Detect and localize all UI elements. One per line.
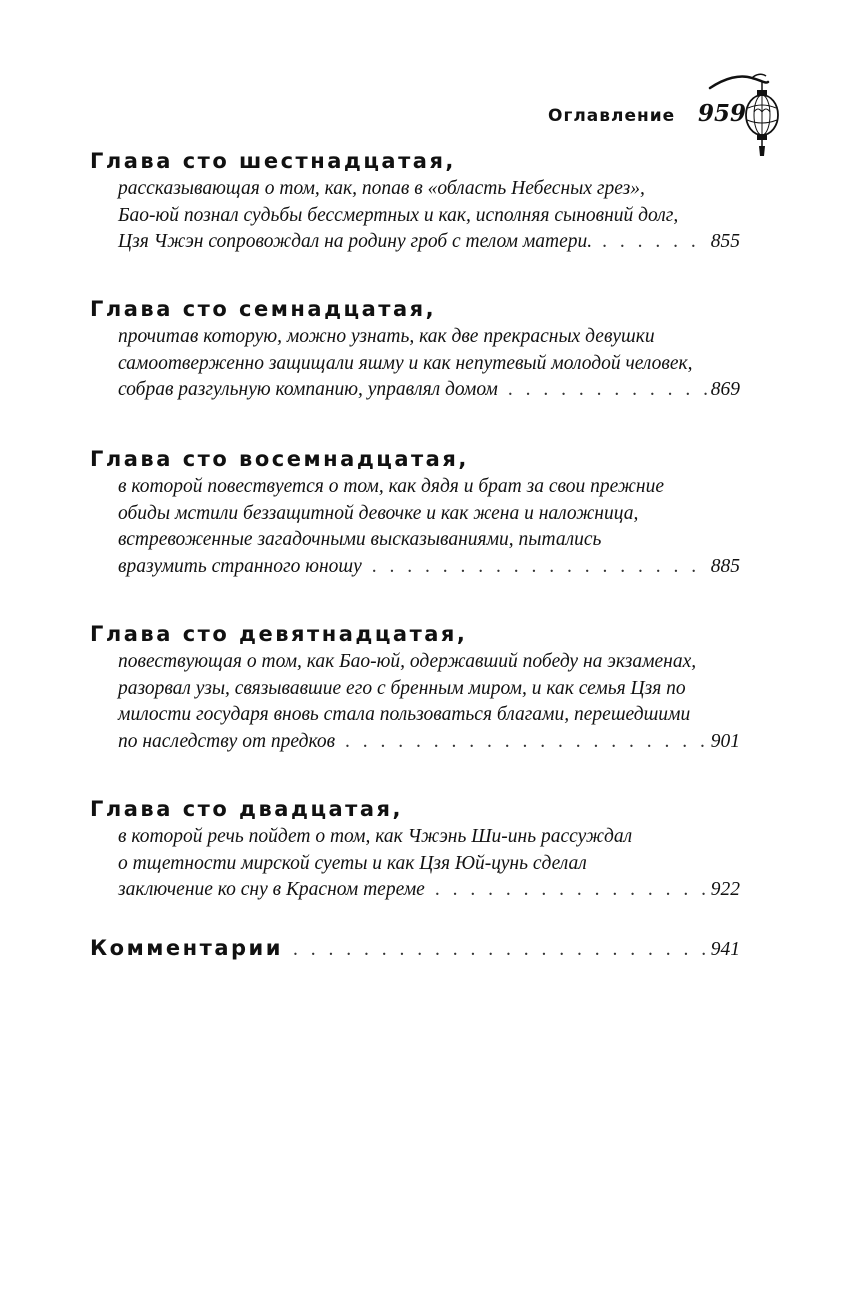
running-header-title: Оглавление — [548, 106, 676, 126]
comments-page-number[interactable]: 941 — [710, 939, 740, 960]
toc-entry-comments[interactable] — [90, 933, 740, 963]
entry-description-line: о тщетности мирской суеты и как Цзя Юй-цунь сделал — [118, 852, 587, 874]
toc-entry[interactable] — [90, 619, 740, 755]
dot-leader — [345, 729, 707, 756]
dot-leader — [602, 229, 707, 256]
toc-entry[interactable] — [90, 294, 740, 404]
entry-description-line: повествующая о том, как Бао-юй, одержавший победу на экзаменах, — [118, 651, 697, 672]
toc-entry[interactable] — [90, 146, 740, 256]
dot-leader — [293, 939, 707, 961]
entry-description-line: заключение ко сну в Красном тереме — [118, 879, 425, 900]
entry-last-line — [118, 229, 740, 256]
entry-description-line: Цзя Чжэн сопровождал на родину гроб с телом матери. — [118, 231, 593, 252]
page-number: 959 — [698, 100, 747, 127]
entry-page-number[interactable]: 855 — [710, 231, 740, 252]
entry-page-number[interactable]: 869 — [710, 379, 740, 400]
entry-description-line: Бао-юй познал судьбы бессмертных и как, исполняя сыновний долг, — [118, 204, 679, 226]
chapter-title: Глава сто двадцатая, — [90, 797, 403, 821]
toc-entry[interactable] — [90, 794, 740, 904]
entry-description-line: прочитав которую, можно узнать, как две прекрасных девушки — [118, 326, 655, 347]
entry-description-line: встревоженные загадочными высказываниями, пытались — [118, 529, 602, 550]
toc-entry[interactable] — [90, 444, 740, 580]
dot-leader — [508, 377, 707, 404]
entry-description-line: обиды мстили беззащитной девочке и как жена и наложница, — [118, 502, 639, 524]
entry-description-line: рассказывающая о том, как, попав в «область Небесных грез», — [118, 178, 645, 199]
entry-last-line — [118, 729, 740, 756]
entry-last-line — [118, 877, 740, 904]
dot-leader — [435, 877, 707, 904]
chapter-title: Глава сто восемнадцатая, — [90, 447, 469, 471]
comments-title: Комментарии — [90, 936, 283, 960]
entry-description-line: милости государя вновь стала пользоваться благами, перешедшими — [118, 704, 691, 725]
chapter-title: Глава сто девятнадцатая, — [90, 622, 468, 646]
entry-description-line: в которой речь пойдет о том, как Чжэнь Ши-инь рассуждал — [118, 826, 633, 847]
dot-leader — [372, 554, 707, 581]
entry-page-number[interactable]: 922 — [710, 879, 740, 900]
chapter-title: Глава сто шестнадцатая, — [90, 149, 456, 173]
entry-description-line: разорвал узы, связывавшие его с бренным миром, и как семья Цзя по — [118, 677, 686, 699]
entry-description-line: по наследству от предков — [118, 730, 336, 752]
entry-last-line — [118, 377, 740, 404]
entry-description-line: в которой повествуется о том, как дядя и брат за свои прежние — [118, 476, 664, 497]
entry-description-line: самоотверженно защищали яшму и как непутевый молодой человек, — [118, 352, 693, 374]
entry-page-number[interactable]: 885 — [710, 555, 740, 577]
chapter-title: Глава сто семнадцатая, — [90, 297, 437, 321]
entry-description-line: вразумить странного юношу — [118, 555, 362, 577]
entry-last-line — [118, 554, 740, 581]
entry-description-line: собрав разгульную компанию, управлял домом — [118, 379, 498, 400]
entry-page-number[interactable]: 901 — [710, 730, 740, 752]
